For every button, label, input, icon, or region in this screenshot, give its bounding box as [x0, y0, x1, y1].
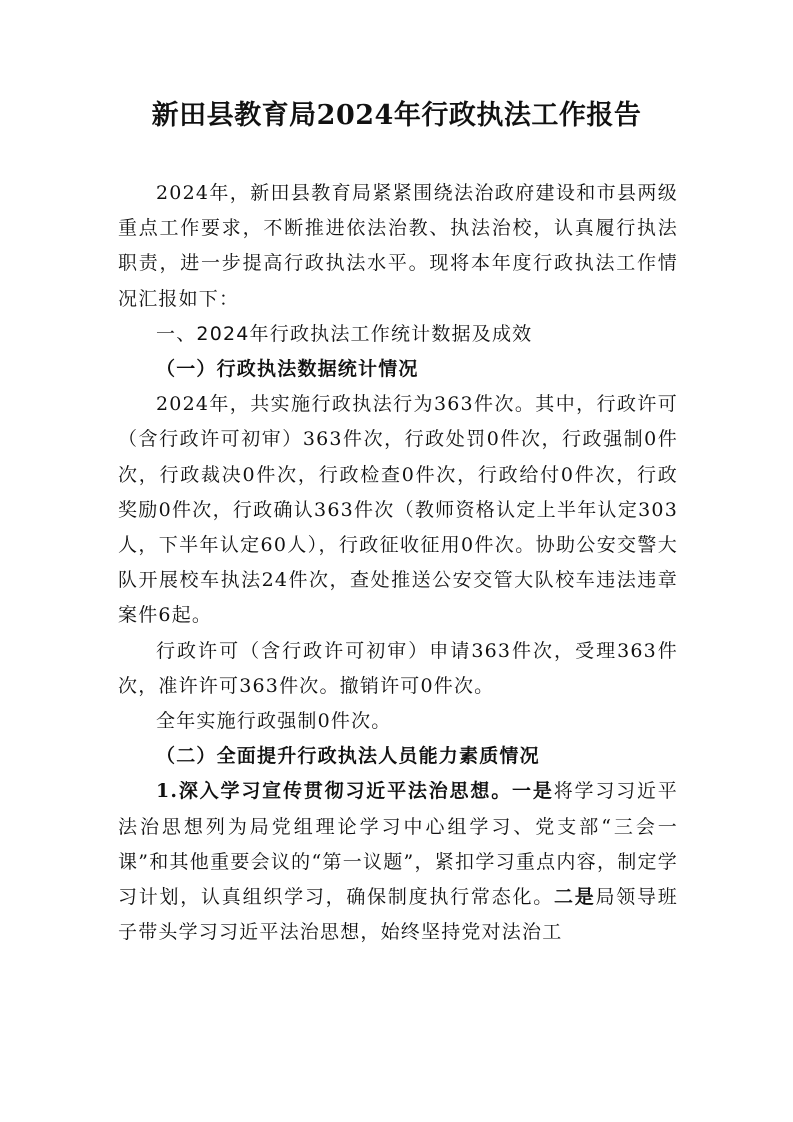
statistics-paragraph: 2024年，共实施行政执法行为363件次。其中，行政许可（含行政许可初审）363件次，行政处罚0件次，行政强制0件次，行政裁决0件次，行政检查0件次，行政给付0件次，行政奖励0件次，行政确认363件次（教师资格认定上半年认定303人，下半年认定60人），行政征收征用0件次。协助公安交警大队开展校车执法24件次，查处推送公安交管大队校车违法违章案件6起。	[118, 393, 678, 627]
point-1-second-label: 二是	[553, 886, 596, 909]
point-1-first-text: 将学习习近平法治思想列为局党组理论学习中心组学习、党支部“三会一课”和其他重要会议的“第一议题”，紧扣学习重点内容，制定学习计划，认真组织学习，确保制度执行常态化。	[118, 780, 679, 909]
section-heading-1: 一、2024年行政执法工作统计数据及成效	[156, 322, 533, 345]
enforcement-paragraph: 全年实施行政强制0件次。	[156, 710, 392, 733]
intro-paragraph: 2024年，新田县教育局紧紧围绕法治政府建设和市县两级重点工作要求，不断推进依法治教、执法治校，认真履行执法职责，进一步提高行政执法水平。现将本年度行政执法工作情况汇报如下：	[118, 182, 678, 310]
point-1-second-text: 局领导班子带头学习习近平法治思想，始终坚持党对法治工	[118, 886, 678, 944]
document-body	[118, 176, 678, 950]
point-1-lead: 1.深入学习宣传贯彻习近平法治思想。	[156, 780, 513, 803]
subsection-heading-1: （一）行政执法数据统计情况	[156, 358, 419, 381]
license-paragraph: 行政许可（含行政许可初审）申请363件次，受理363件次，准许许可363件次。撤销许可0件次。	[118, 639, 678, 697]
point-1-paragraph	[118, 774, 678, 950]
document-title: 新田县教育局2024年行政执法工作报告	[151, 100, 642, 131]
subsection-heading-2: （二）全面提升行政执法人员能力素质情况	[156, 745, 540, 768]
point-1-first-label: 一是	[512, 780, 554, 803]
